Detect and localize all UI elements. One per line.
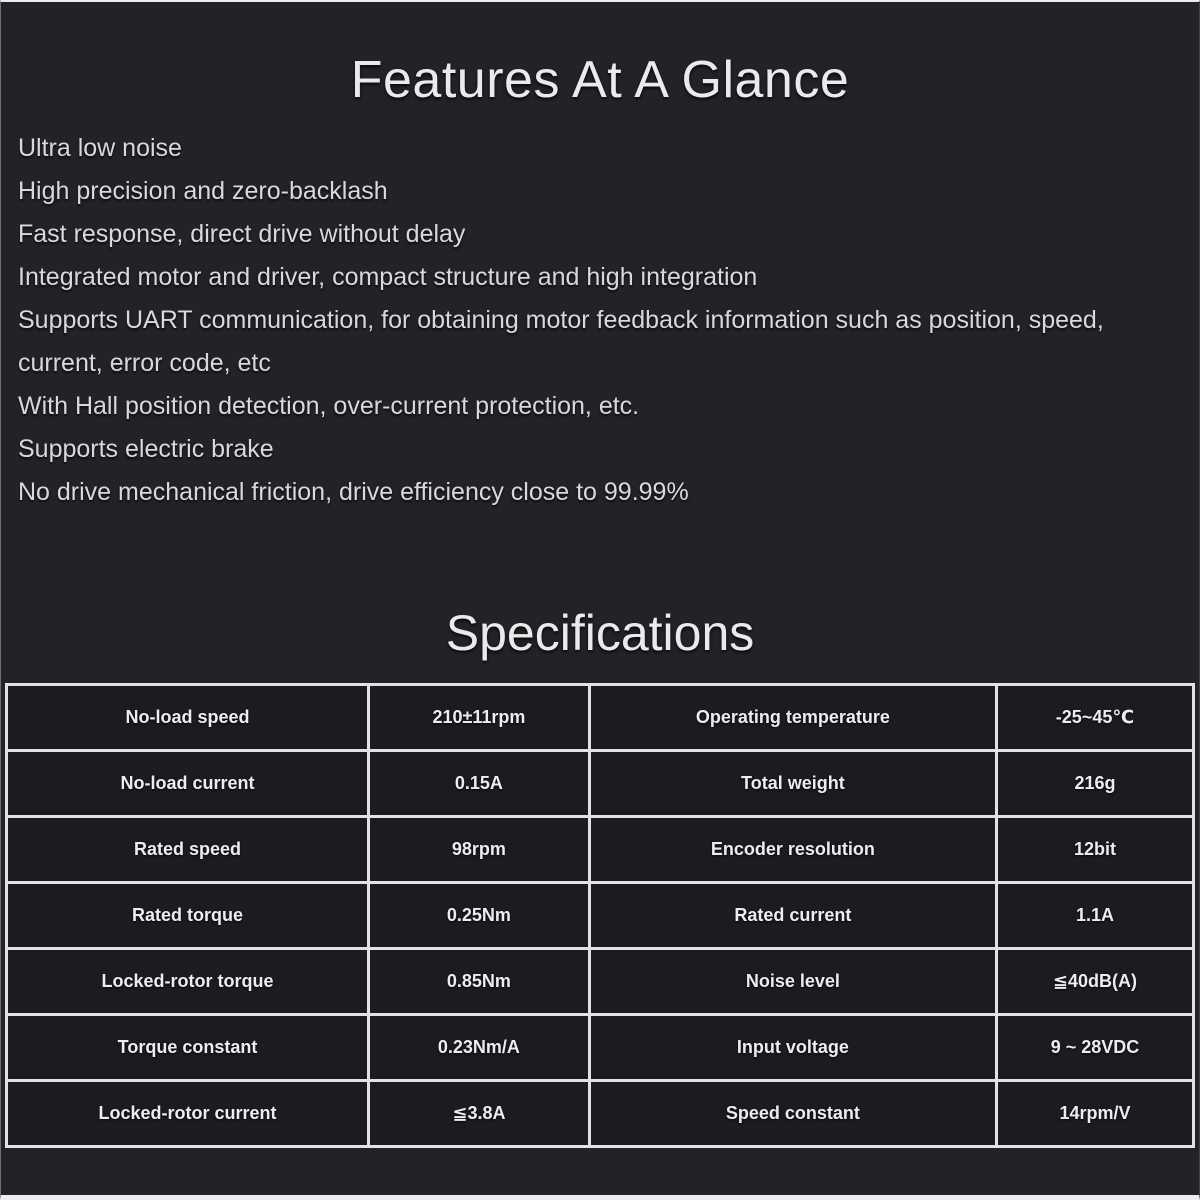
- specs-table: [5, 683, 1195, 1148]
- feature-line: No drive mechanical friction, drive efficiency close to 99.99%: [18, 478, 689, 506]
- specs-title: Specifications: [445, 605, 755, 661]
- spec-value: 0.23Nm/A: [369, 1015, 590, 1081]
- spec-row: [7, 1015, 1194, 1081]
- spec-value: 98rpm: [369, 817, 590, 883]
- spec-value: ≦40dB(A): [996, 949, 1193, 1015]
- spec-label: Torque constant: [7, 1015, 369, 1081]
- feature-line: Ultra low noise: [18, 134, 182, 162]
- spec-row: [7, 1081, 1194, 1147]
- feature-line: Supports electric brake: [18, 435, 274, 463]
- feature-line: Fast response, direct drive without delay: [18, 220, 466, 248]
- spec-value: 9 ~ 28VDC: [996, 1015, 1193, 1081]
- spec-label: Noise level: [589, 949, 996, 1015]
- spec-label: Operating temperature: [589, 685, 996, 751]
- feature-line: High precision and zero-backlash: [18, 177, 388, 205]
- spec-value: 0.25Nm: [369, 883, 590, 949]
- spec-value: 14rpm/V: [996, 1081, 1193, 1147]
- spec-label: Rated speed: [7, 817, 369, 883]
- spec-label: Speed constant: [589, 1081, 996, 1147]
- spec-row: [7, 685, 1194, 751]
- spec-row: [7, 751, 1194, 817]
- spec-value: ≦3.8A: [369, 1081, 590, 1147]
- spec-value: 12bit: [996, 817, 1193, 883]
- product-spec-sheet: [1, 2, 1199, 1195]
- features-list: [1, 110, 1199, 514]
- spec-label: No-load speed: [7, 685, 369, 751]
- spec-row: [7, 883, 1194, 949]
- feature-line: Supports UART communication, for obtaining motor feedback information such as position, speed, current, error code, etc: [18, 306, 1104, 377]
- spec-value: 1.1A: [996, 883, 1193, 949]
- spec-label: Rated torque: [7, 883, 369, 949]
- spec-label: Total weight: [589, 751, 996, 817]
- spec-value: 0.15A: [369, 751, 590, 817]
- spec-label: Encoder resolution: [589, 817, 996, 883]
- spec-label: No-load current: [7, 751, 369, 817]
- spec-value: -25~45℃: [996, 685, 1193, 751]
- spec-value: 216g: [996, 751, 1193, 817]
- spec-value: 210±11rpm: [369, 685, 590, 751]
- spec-value: 0.85Nm: [369, 949, 590, 1015]
- spec-row: [7, 817, 1194, 883]
- spec-label: Rated current: [589, 883, 996, 949]
- spec-label: Locked-rotor torque: [7, 949, 369, 1015]
- spec-label: Locked-rotor current: [7, 1081, 369, 1147]
- spec-row: [7, 949, 1194, 1015]
- features-title: Features At A Glance: [350, 51, 850, 109]
- feature-line: Integrated motor and driver, compact structure and high integration: [18, 263, 758, 291]
- feature-line: With Hall position detection, over-current protection, etc.: [18, 392, 640, 420]
- spec-label: Input voltage: [589, 1015, 996, 1081]
